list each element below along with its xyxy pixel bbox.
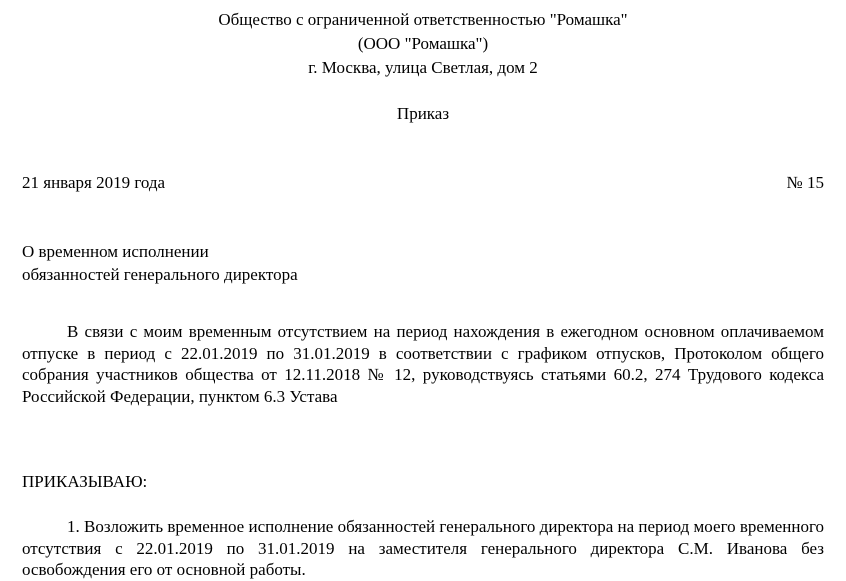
order-number: № 15 <box>786 173 824 192</box>
organization-name: Общество с ограниченной ответственностью "Ромашка" <box>218 10 628 29</box>
order-item-1: 1. Возложить временное исполнение обязанностей генерального директора на период моего временного отсутствия с 22.01.2019 по 31.01.2019 на заместителя генерального директора С.М. Иванова без освобождения его от основной работы. <box>22 517 824 579</box>
organization-short-name: (ООО "Ромашка") <box>357 34 489 53</box>
order-date: 21 января 2019 года <box>22 173 166 192</box>
preamble-paragraph: В связи с моим временным отсутствием на период нахождения в ежегодном основном оплачиваемом отпуске в период с 22.01.2019 по 31.01.2019 в соответствии с графиком отпусков, Протоколом общего собрания участников общества от 12.11.2018 № 12, руководствуясь статьями 60.2, 274 Трудового кодекса Российской Федерации, пунктом 6.3 Устава <box>22 322 824 406</box>
subject-line-1: О временном исполнении <box>22 242 209 261</box>
subject-line-2: обязанностей генерального директора <box>22 265 298 284</box>
order-word: ПРИКАЗЫВАЮ: <box>22 472 148 491</box>
document-type-title: Приказ <box>396 104 450 123</box>
organization-address: г. Москва, улица Светлая, дом 2 <box>308 58 538 77</box>
